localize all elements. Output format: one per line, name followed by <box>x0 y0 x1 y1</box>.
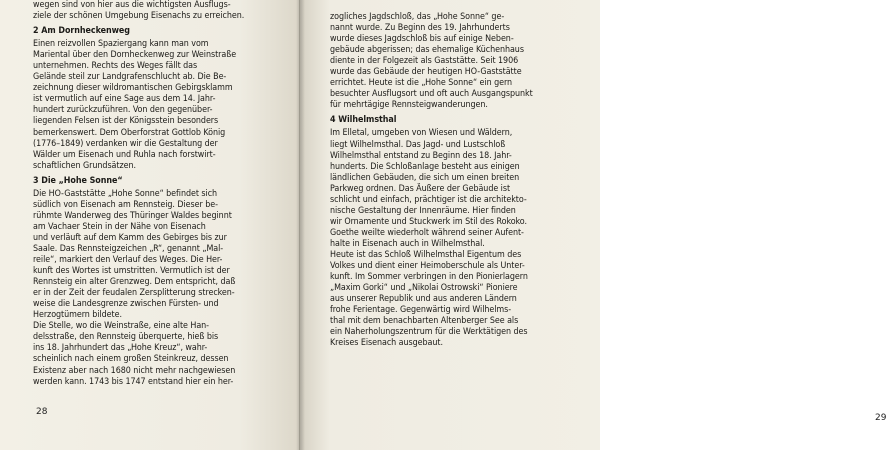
text-line: aus unserer Republik und aus anderen Ländern <box>330 294 517 305</box>
text-line: Mariental über den Dornheckenweg zur Weinstraße <box>33 50 237 61</box>
text-line: zeichnung dieser wildromantischen Gebirgsklamm <box>33 83 233 94</box>
text-line: wurde dieses Jagdschloß bis auf einige Neben- <box>330 34 514 45</box>
section-heading-dornheckenweg: 2 Am Dornheckenweg <box>33 26 130 37</box>
text-line: werden kann. 1743 bis 1747 entstand hier ein her- <box>33 376 234 387</box>
text-line: Herzogtümern bildete. <box>33 310 122 321</box>
text-line: Heute ist das Schloß Wilhelmsthal Eigentum des <box>330 249 522 260</box>
text-line: am Vachaer Stein in der Nähe von Eisenach <box>33 221 206 232</box>
text-line: weise die Landesgrenze zwischen Fürsten- und <box>33 299 219 310</box>
page-number-right: 29 <box>875 413 886 423</box>
text-line: Volkes und dient einer Heimoberschule als Unter- <box>330 261 525 272</box>
text-line: ins 18. Jahrhundert das „Hohe Kreuz“, wahr- <box>33 343 208 354</box>
text-line: Saale. Das Rennsteigzeichen „R“, genannt „Mal- <box>33 243 224 254</box>
text-line: schlicht und einfach, prächtiger ist die architekto- <box>330 194 527 205</box>
text-line: liegt Wilhelmsthal. Das Jagd- und Lustschloß <box>330 139 506 150</box>
text-line: kunft. Im Sommer verbringen in den Pionierlagern <box>330 272 528 283</box>
text-line: unternehmen. Rechts des Weges fällt das <box>33 61 198 72</box>
section-heading-hohe-sonne: 3 Die „Hohe Sonne“ <box>33 175 123 186</box>
text-line: nannt wurde. Zu Beginn des 19. Jahrhunderts <box>330 23 510 34</box>
text-line: hunderts. Die Schloßanlage besteht aus einigen <box>330 161 520 172</box>
right-page-text <box>330 12 576 349</box>
text-line: liegenden Felsen ist der Königsstein besonders <box>33 116 219 127</box>
left-page <box>0 0 300 450</box>
text-line: zogliches Jagdschloß, das „Hohe Sonne“ ge- <box>330 12 505 22</box>
text-line: errichtet. Heute ist die „Hohe Sonne“ ein gern <box>330 78 513 89</box>
text-line: Existenz aber nach 1680 nicht mehr nachgewiesen <box>33 365 236 376</box>
section-heading-wilhelmsthal: 4 Wilhelmsthal <box>330 115 397 126</box>
text-line: ländlichen Gebäuden, die sich um einen breiten <box>330 172 520 183</box>
text-line: für mehrtägige Rennsteigwanderungen. <box>330 100 488 111</box>
text-line: Die HO-Gaststätte „Hohe Sonne“ befindet sich <box>33 188 218 199</box>
text-line: besuchter Ausflugsort und oft auch Ausgangspunkt <box>330 89 533 100</box>
text-line: Gelände steil zur Landgrafenschlucht ab. Die Be- <box>33 72 227 83</box>
text-line: Die Stelle, wo die Weinstraße, eine alte Han- <box>33 321 210 332</box>
text-line: Wilhelmsthal entstand zu Beginn des 18. Jahr- <box>330 150 512 161</box>
text-line: Kreises Eisenach ausgebaut. <box>330 338 443 349</box>
text-line: „Maxim Gorki“ und „Nikolai Ostrowski“ Pioniere <box>330 283 518 294</box>
text-line: Parkweg ordnen. Das Äußere der Gebäude ist <box>330 183 511 194</box>
text-line: wegen sind von hier aus die wichtigsten Ausflugs- <box>33 0 231 10</box>
text-line: scheinlich nach einem großen Steinkreuz, dessen <box>33 354 229 365</box>
text-line: ziele der schönen Umgebung Eisenachs zu erreichen. <box>33 11 245 22</box>
text-line: Im Elletal, umgeben von Wiesen und Wäldern, <box>330 128 513 139</box>
text-line: delsstraße, den Rennsteig überquerte, hieß bis <box>33 332 219 343</box>
text-line: schaftlichen Grundsätzen. <box>33 160 136 171</box>
text-line: ein Naherholungszentrum für die Werktätigen des <box>330 327 528 338</box>
text-line: ist vermutlich auf eine Sage aus dem 14. Jahr- <box>33 94 216 105</box>
book-gutter <box>296 0 305 450</box>
text-line: reile“, markiert den Verlauf des Weges. Die Her- <box>33 255 223 266</box>
text-line: halte in Eisenach auch in Wilhelmsthal. <box>330 238 485 249</box>
text-line: hundert zurückzuführen. Von den gegenüber- <box>33 105 213 116</box>
text-line: wurde das Gebäude der heutigen HO-Gaststätte <box>330 67 522 78</box>
text-line: gebäude abgerissen; das ehemalige Küchenhaus <box>330 45 524 56</box>
left-page-text <box>33 0 277 388</box>
text-line: kunft des Wortes ist umstritten. Vermutlich ist der <box>33 266 230 277</box>
page-number-left: 28 <box>36 407 48 417</box>
text-line: Wälder um Eisenach und Ruhla nach forstwirt- <box>33 149 216 160</box>
text-line: frohe Ferientage. Gegenwärtig wird Wilhelms- <box>330 305 512 316</box>
right-page <box>300 0 886 450</box>
text-line: rühmte Wanderweg des Thüringer Waldes beginnt <box>33 210 232 221</box>
text-line: er in der Zeit der feudalen Zersplitterung strecken- <box>33 288 235 299</box>
text-line: Rennsteig ein alter Grenzweg. Dem entspricht, daß <box>33 277 236 288</box>
text-line: thal mit dem benachbarten Altenberger See als <box>330 316 519 327</box>
text-line: diente in der Folgezeit als Gaststätte. Seit 1906 <box>330 56 519 67</box>
text-line: nische Gestaltung der Innenräume. Hier finden <box>330 205 516 216</box>
text-line: wir Ornamente und Stuckwerk im Stil des Rokoko. <box>330 216 527 227</box>
text-line: (1776–1849) verdanken wir die Gestaltung der <box>33 138 218 149</box>
text-line: Einen reizvollen Spaziergang kann man vom <box>33 39 209 50</box>
text-line: Goethe weilte wiederholt während seiner Aufent- <box>330 227 524 238</box>
text-line: südlich von Eisenach am Rennsteig. Dieser be- <box>33 199 218 210</box>
text-line: bemerkenswert. Dem Oberforstrat Gottlob König <box>33 127 226 138</box>
text-line: und verläuft auf dem Kamm des Gebirges bis zur <box>33 232 227 243</box>
